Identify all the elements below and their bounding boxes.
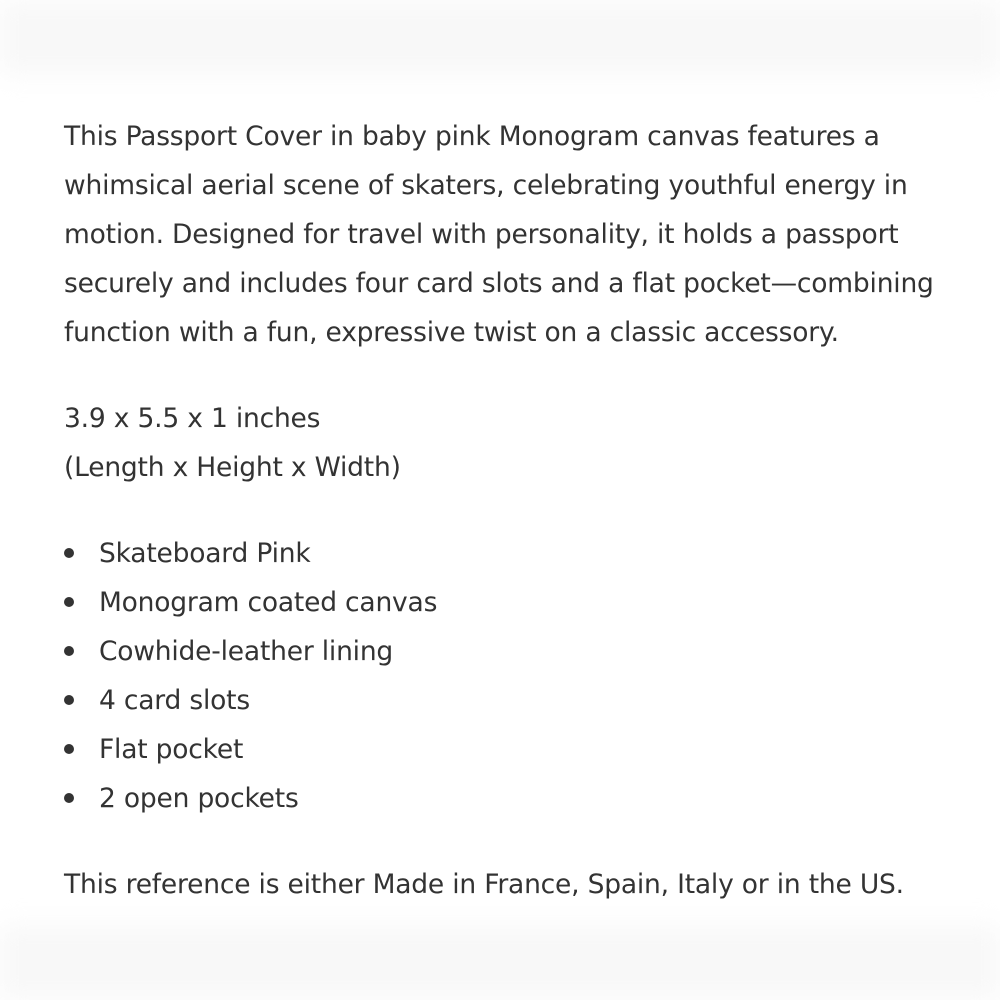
bottom-fade-overlay <box>0 925 1000 1000</box>
list-item <box>64 529 954 578</box>
feature-text: Monogram coated canvas <box>99 587 438 618</box>
feature-text: Skateboard Pink <box>99 538 311 569</box>
feature-text: 4 card slots <box>99 685 250 716</box>
bullet-icon <box>64 744 74 754</box>
description-line: securely and includes four card slots and a flat pocket—combining <box>64 268 934 299</box>
bullet-icon <box>64 646 74 656</box>
bullet-icon <box>64 597 74 607</box>
bullet-icon <box>64 548 74 558</box>
product-dimensions <box>64 394 954 492</box>
dimensions-legend: (Length x Height x Width) <box>64 452 401 483</box>
dimensions-size: 3.9 x 5.5 x 1 inches <box>64 403 321 434</box>
feature-text: 2 open pockets <box>99 783 299 814</box>
top-fade-overlay <box>0 0 1000 75</box>
list-item <box>64 676 954 725</box>
bullet-icon <box>64 695 74 705</box>
product-details <box>64 112 954 909</box>
feature-list <box>64 529 954 823</box>
list-item <box>64 627 954 676</box>
origin-statement: This reference is either Made in France, Spain, Italy or in the US. <box>64 869 904 900</box>
description-line: This Passport Cover in baby pink Monogram canvas features a <box>64 121 880 152</box>
description-line: function with a fun, expressive twist on a classic accessory. <box>64 317 839 348</box>
list-item <box>64 578 954 627</box>
list-item <box>64 725 954 774</box>
feature-text: Flat pocket <box>99 734 244 765</box>
product-description <box>64 112 954 357</box>
description-line: motion. Designed for travel with personality, it holds a passport <box>64 219 899 250</box>
feature-text: Cowhide-leather lining <box>99 636 394 667</box>
bullet-icon <box>64 793 74 803</box>
description-line: whimsical aerial scene of skaters, celebrating youthful energy in <box>64 170 908 201</box>
list-item <box>64 774 954 823</box>
